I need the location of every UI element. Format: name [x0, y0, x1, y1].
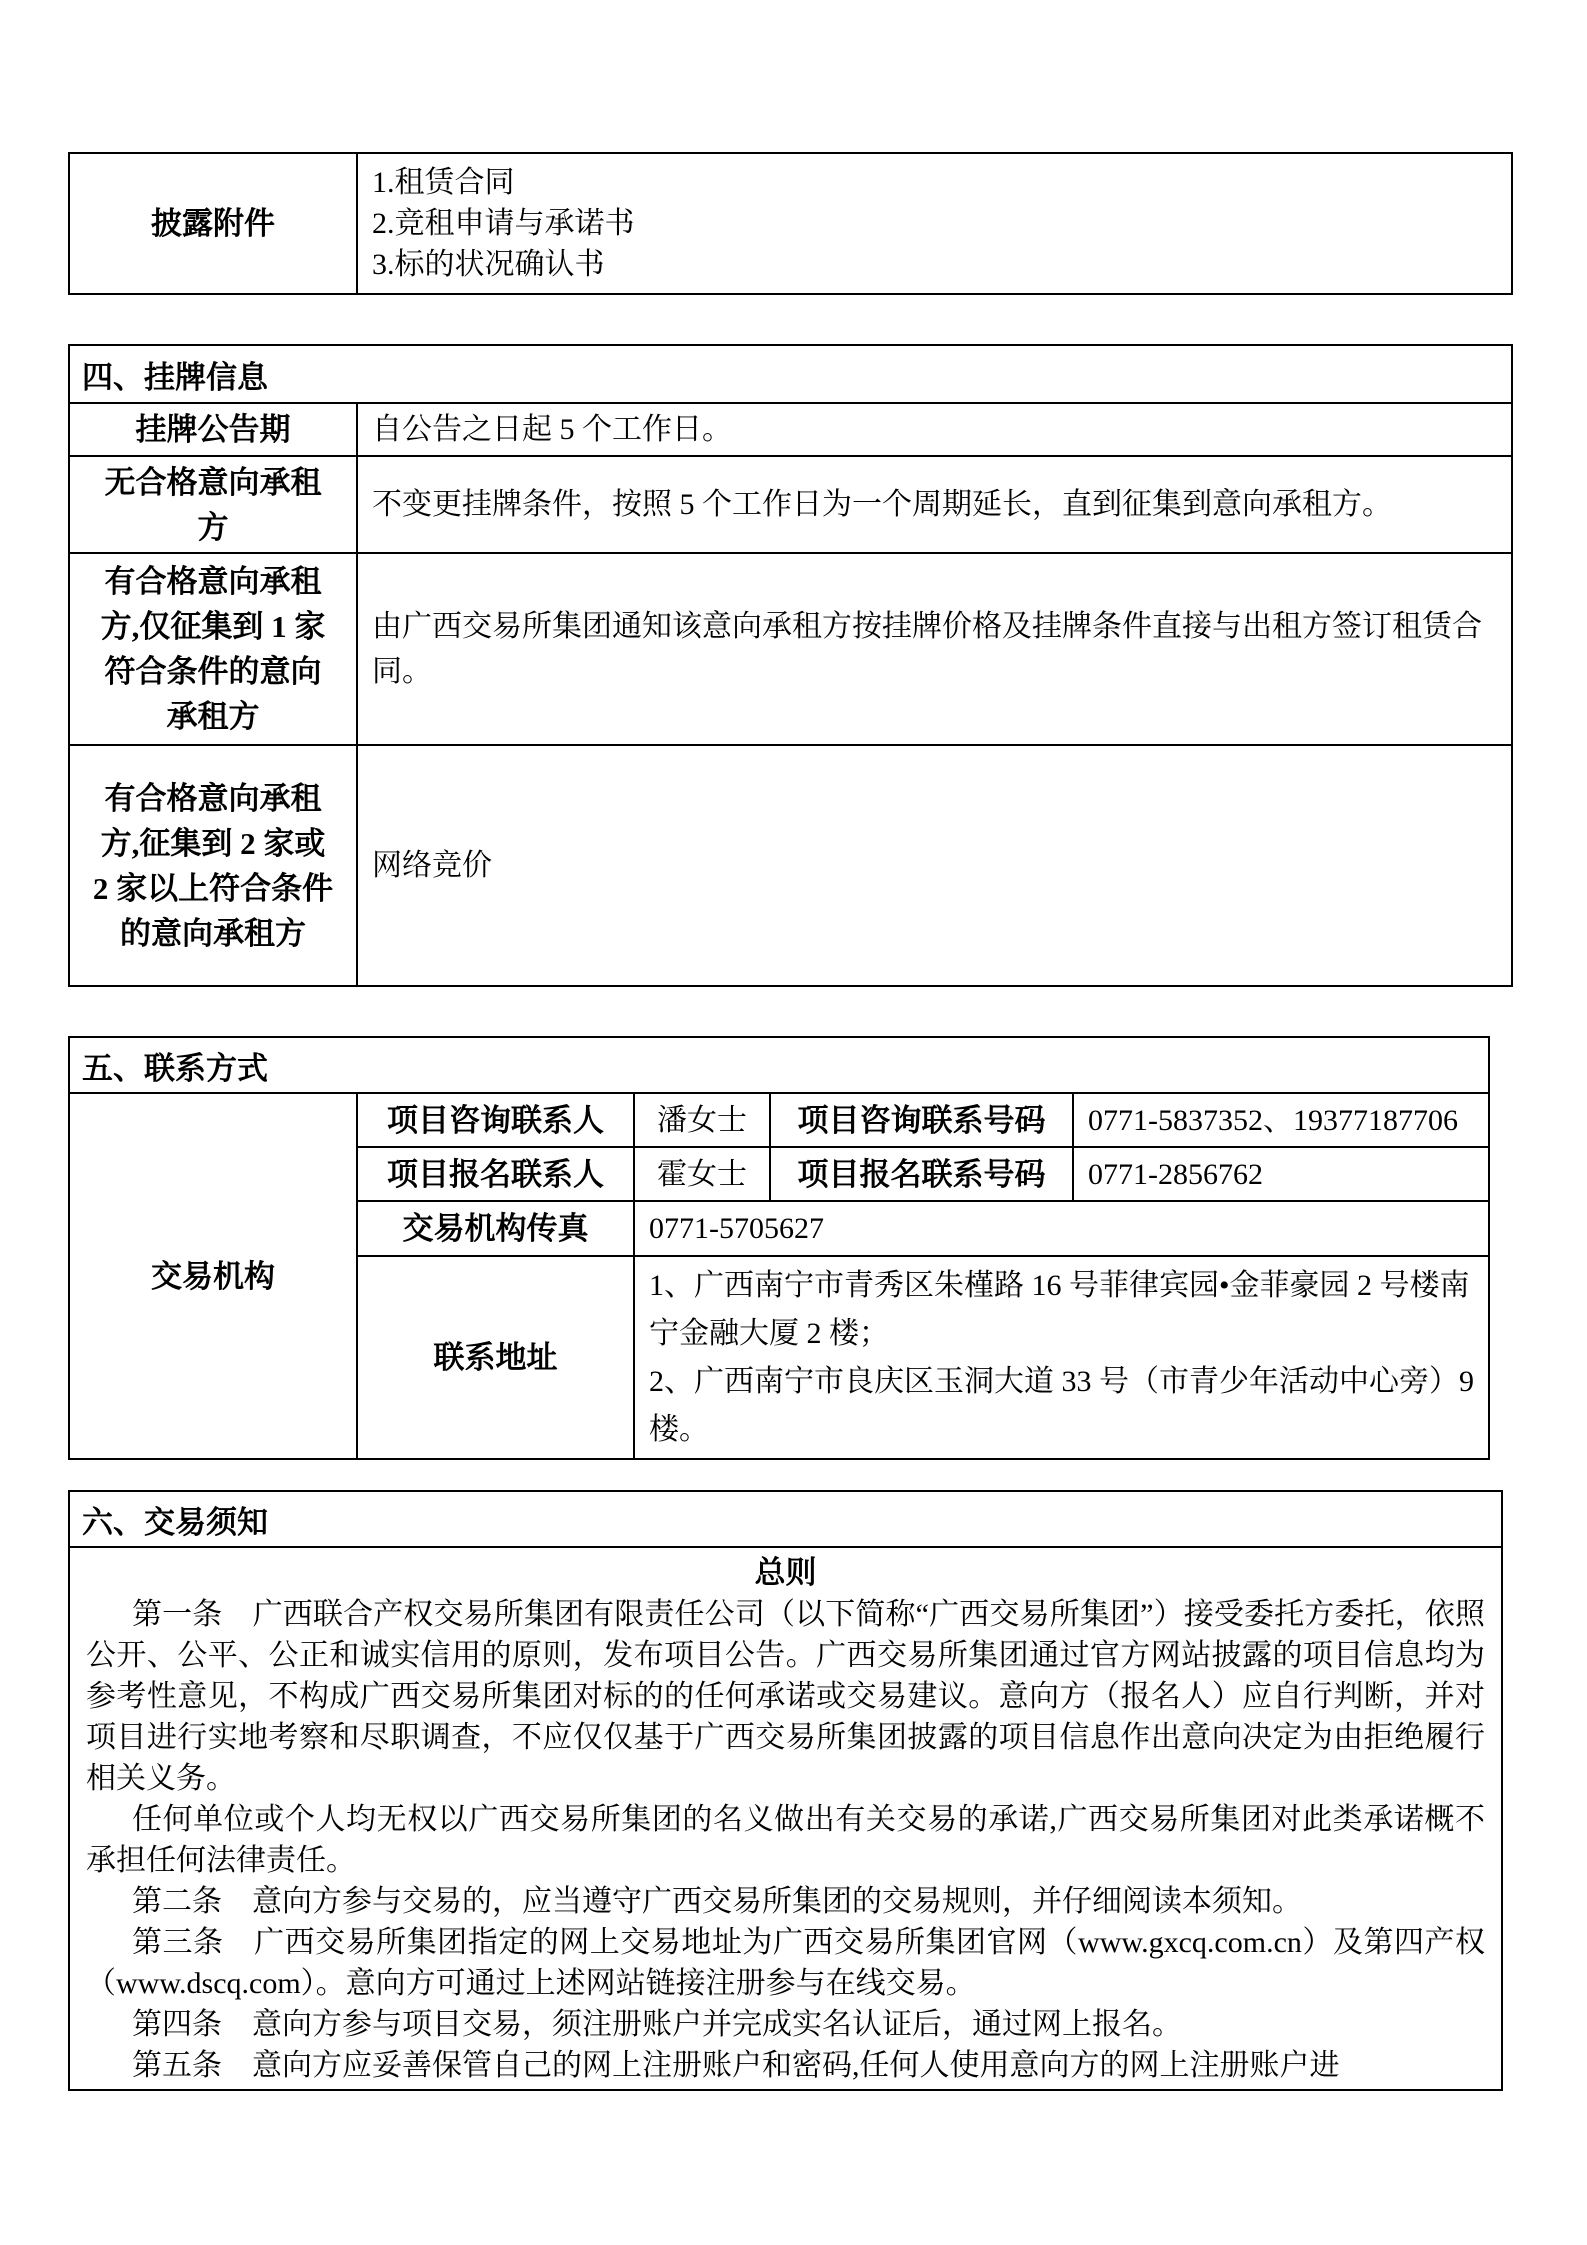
notice-section-title: 六、交易须知: [69, 1491, 1502, 1547]
notice-subtitle: 总则: [754, 1555, 817, 1590]
contact-org-label: 交易机构: [69, 1093, 357, 1459]
notice-paragraph-1: 第一条 广西联合产权交易所集团有限责任公司（以下简称“广西交易所集团”）接受委托方委托，依照公开、公平、公正和诚实信用的原则，发布项目公告。广西交易所集团通过官方网站披露的项目信息均为参考性意见，不构成广西交易所集团对标的的任何承诺或交易建议。意向方（报名人）应自行判断，并对项目进行实地考察和尽职调查，不应仅仅基于广西交易所集团披露的项目信息作出意向决定为由拒绝履行相关义务。: [86, 1598, 1485, 1795]
consult-person-label: 项目咨询联系人: [357, 1093, 634, 1147]
notice-paragraph-5: 第四条 意向方参与项目交易，须注册账户并完成实名认证后，通过网上报名。: [132, 2008, 1182, 2041]
contact-table: [68, 1036, 1490, 1460]
listing-section-title: 四、挂牌信息: [69, 345, 1512, 403]
listing-row-value: 自公告之日起 5 个工作日。: [357, 403, 1512, 456]
address-label: 联系地址: [357, 1256, 634, 1459]
consult-person-value: 潘女士: [634, 1093, 770, 1147]
notice-paragraph-4: 第三条 广西交易所集团指定的网上交易地址为广西交易所集团官网（www.gxcq.com.cn）及第四产权（www.dscq.com）。意向方可通过上述网站链接注册参与在线交易。: [86, 1926, 1485, 2000]
notice-body: [69, 1547, 1502, 2090]
attachment-item-3: 3.标的状况确认书: [372, 248, 605, 281]
notice-paragraph-6: 第五条 意向方应妥善保管自己的网上注册账户和密码,任何人使用意向方的网上注册账户进: [132, 2049, 1340, 2082]
attachment-items-cell: [357, 153, 1512, 294]
fax-value: 0771-5705627: [634, 1201, 1489, 1256]
listing-row-value: 由广西交易所集团通知该意向承租方按挂牌价格及挂牌条件直接与出租方签订租赁合同。: [357, 553, 1512, 745]
contact-section-title: 五、联系方式: [69, 1037, 1489, 1093]
listing-info-table: [68, 344, 1513, 987]
notice-paragraph-3: 第二条 意向方参与交易的，应当遵守广西交易所集团的交易规则，并仔细阅读本须知。: [132, 1885, 1302, 1918]
listing-row-value: 网络竞价: [357, 745, 1512, 986]
consult-phone-value: 0771-5837352、19377187706: [1073, 1093, 1489, 1147]
attachment-table: [68, 152, 1513, 295]
fax-label: 交易机构传真: [357, 1201, 634, 1256]
address-line-1: 1、广西南宁市青秀区朱槿路 16 号菲律宾园•金菲豪园 2 号楼南宁金融大厦 2 楼；: [649, 1268, 1470, 1350]
listing-row-label: 无合格意向承租方: [69, 456, 357, 553]
consult-phone-label: 项目咨询联系号码: [770, 1093, 1073, 1147]
notice-table: [68, 1490, 1503, 2091]
listing-row-label: 有合格意向承租方,仅征集到 1 家符合条件的意向承租方: [69, 553, 357, 745]
signup-person-value: 霍女士: [634, 1147, 770, 1201]
attachment-item-2: 2.竞租申请与承诺书: [372, 207, 635, 240]
notice-paragraph-2: 任何单位或个人均无权以广西交易所集团的名义做出有关交易的承诺,广西交易所集团对此类承诺概不承担任何法律责任。: [86, 1803, 1485, 1877]
listing-row-label: 有合格意向承租方,征集到 2 家或 2 家以上符合条件的意向承租方: [69, 745, 357, 986]
listing-row-value: 不变更挂牌条件，按照 5 个工作日为一个周期延长，直到征集到意向承租方。: [357, 456, 1512, 553]
attachment-label: 披露附件: [69, 153, 357, 294]
attachment-item-1: 1.租赁合同: [372, 166, 515, 199]
address-line-2: 2、广西南宁市良庆区玉洞大道 33 号（市青少年活动中心旁）9 楼。: [649, 1364, 1474, 1446]
listing-row-label: 挂牌公告期: [69, 403, 357, 456]
signup-person-label: 项目报名联系人: [357, 1147, 634, 1201]
signup-phone-value: 0771-2856762: [1073, 1147, 1489, 1201]
signup-phone-label: 项目报名联系号码: [770, 1147, 1073, 1201]
address-value: [634, 1256, 1489, 1459]
